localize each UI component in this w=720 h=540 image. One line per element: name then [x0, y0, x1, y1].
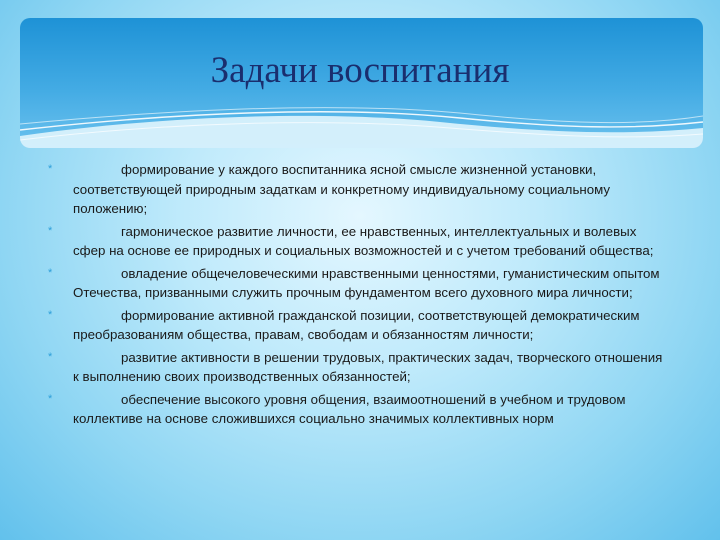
slide-title: Задачи воспитания	[210, 50, 510, 91]
bullet-icon: *	[48, 308, 53, 321]
bullet-icon: *	[48, 350, 53, 363]
list-item-text: овладение общечеловеческими нравственными ценностями, гуманистическим опытом Отечества, призванными служить прочным фундаментом всего духовного мира личности;	[73, 265, 660, 300]
bullet-list	[48, 160, 668, 432]
list-item	[48, 348, 668, 387]
bullet-icon: *	[48, 224, 53, 237]
list-item-text: гармоническое развитие личности, ее нравственных, интеллектуальных и волевых сфер на основе ее природных и социальных возможностей и с учетом требований общества;	[73, 223, 654, 258]
bullet-icon: *	[48, 392, 53, 405]
list-item	[48, 306, 668, 345]
list-item	[48, 264, 668, 303]
bullet-icon: *	[48, 163, 53, 175]
list-item	[48, 390, 668, 429]
list-item	[48, 160, 668, 219]
list-item-text: формирование активной гражданской позиции, соответствующей демократическим преобразованиям общества, правам, свободам и обязанностям личности;	[73, 307, 640, 342]
list-item	[48, 222, 668, 261]
list-item-text: обеспечение высокого уровня общения, взаимоотношений в учебном и трудовом коллективе на основе сложившихся социально значимых коллективных норм	[73, 391, 626, 426]
list-item-text: развитие активности в решении трудовых, практических задач, творческого отношения к выполнению своих производственных обязанностей;	[73, 349, 663, 384]
bullet-icon: *	[48, 266, 53, 279]
list-item-text: формирование у каждого воспитанника ясной смысле жизненной установки, соответствующей природным задаткам и конкретному индивидуальному социальному положению;	[73, 162, 611, 216]
